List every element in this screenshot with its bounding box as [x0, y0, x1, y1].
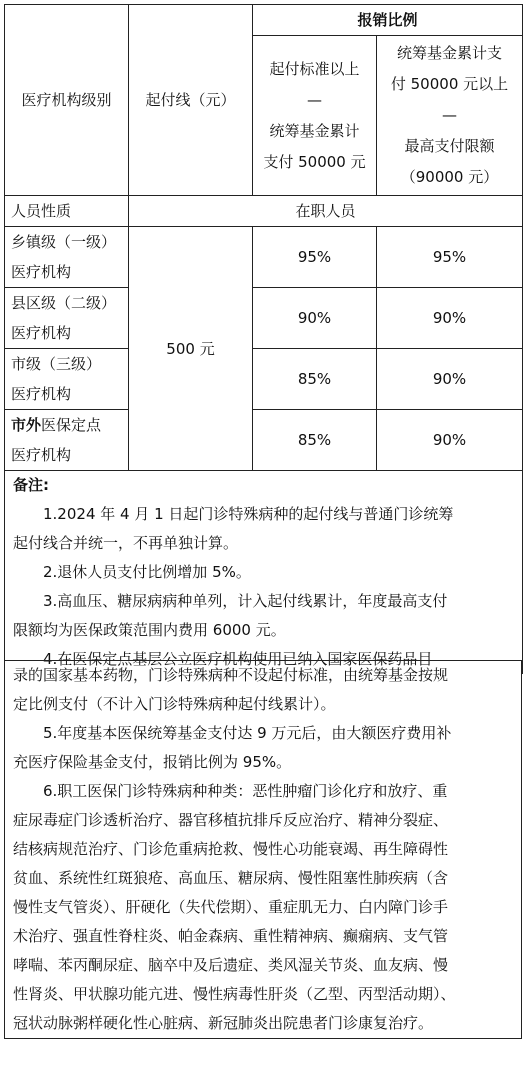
note-line: 起付线合并统一，不再单独计算。	[13, 534, 239, 552]
level-cell	[5, 349, 129, 410]
person-label	[5, 196, 129, 227]
header-ratio-text: 报销比例	[357, 11, 418, 29]
ratio1-cell	[253, 349, 377, 410]
ratio1-value: 85%	[297, 431, 332, 449]
table-row	[5, 410, 523, 471]
ratio2-cell	[377, 410, 523, 471]
ratio2-value: 95%	[432, 248, 467, 266]
header-deductible-text: 起付线（元）	[145, 91, 236, 109]
level-line: 医疗机构	[11, 324, 72, 342]
ratio1-value: 95%	[297, 248, 332, 266]
level-line: 医疗机构	[11, 263, 72, 281]
note-line: 慢性支气管炎）、肝硬化（失代偿期）、重症肌无力、白内障门诊手	[13, 898, 449, 916]
notes-continued-cell	[5, 661, 522, 1039]
note-line: 5.年度基本医保统筹基金支付达 9 万元后，由大额医疗费用补	[43, 724, 452, 742]
note-line: 3.高血压、糖尿病病种单列，计入起付线累计，年度最高支付	[43, 592, 448, 610]
note-line: 1.2024 年 4 月 1 日起门诊特殊病种的起付线与普通门诊统筹	[43, 505, 454, 523]
ratio2-cell	[377, 227, 523, 288]
table-row	[5, 227, 523, 288]
header-ratio	[253, 5, 523, 36]
ratio2-value: 90%	[432, 431, 467, 449]
ratio2-value: 90%	[432, 370, 467, 388]
header-ratio-sub1	[253, 36, 377, 196]
level-cell	[5, 288, 129, 349]
note-line: 症尿毒症门诊透析治疗、器官移植抗排斥反应治疗、精神分裂症、	[13, 811, 449, 829]
level-text: 医保定点	[41, 416, 102, 434]
notes-continued-table	[4, 660, 522, 1039]
header-deductible	[129, 5, 253, 196]
ratio-sub2-line: 付 50000 元以上	[390, 75, 509, 93]
ratio1-cell	[253, 410, 377, 471]
ratio-sub1-line: —	[307, 90, 322, 109]
level-line: 乡镇级（一级）	[11, 233, 117, 251]
note-line: 4.在医保定点基层公立医疗机构使用已纳入国家医保药品目	[43, 650, 433, 668]
table-row	[5, 288, 523, 349]
notes-title: 备注:	[13, 476, 49, 494]
person-label-text: 人员性质	[11, 202, 72, 220]
note-line: 2.退休人员支付比例增加 5%。	[43, 563, 251, 581]
ratio1-value: 90%	[297, 309, 332, 327]
note-line: 充医疗保险基金支付，报销比例为 95%。	[13, 753, 292, 771]
ratio1-cell	[253, 227, 377, 288]
ratio-sub2-line: —	[442, 106, 457, 124]
notes-cell	[5, 471, 523, 675]
reimbursement-table	[4, 4, 523, 674]
ratio2-cell	[377, 349, 523, 410]
ratio-sub2-line: 统筹基金累计支	[397, 44, 503, 62]
note-line: 术治疗、强直性脊柱炎、帕金森病、重性精神病、癫痫病、支气管	[13, 927, 449, 945]
note-line: 贫血、系统性红斑狼疮、高血压、糖尿病、慢性阻塞性肺疾病（含	[13, 869, 449, 887]
note-line: 结核病规范治疗、门诊危重病抢救、慢性心功能衰竭、再生障碍性	[13, 840, 449, 858]
level-bold-text: 市外	[11, 416, 42, 434]
level-line: 医疗机构	[11, 446, 72, 464]
ratio1-value: 85%	[297, 370, 332, 388]
ratio2-cell	[377, 288, 523, 349]
note-line: 录的国家基本药物，门诊特殊病种不设起付标准，由统筹基金按规	[13, 666, 449, 684]
table-row	[5, 349, 523, 410]
note-line: 6.职工医保门诊特殊病种种类：恶性肿瘤门诊化疗和放疗、重	[43, 782, 448, 800]
note-line: 限额均为医保政策范围内费用 6000 元。	[13, 621, 286, 639]
header-level-text: 医疗机构级别	[21, 91, 112, 109]
level-line	[11, 410, 128, 440]
note-line: 定比例支付（不计入门诊特殊病种起付线累计）。	[13, 695, 336, 713]
note-line: 冠状动脉粥样硬化性心脏病、新冠肺炎出院患者门诊康复治疗。	[13, 1014, 434, 1032]
ratio2-value: 90%	[432, 309, 467, 327]
level-line: 县区级（二级）	[11, 294, 117, 312]
notes-row	[5, 471, 523, 675]
note-line: 哮喘、苯丙酮尿症、脑卒中及后遗症、类风湿关节炎、血友病、慢	[13, 956, 449, 974]
ratio-sub2-line: （90000 元）	[400, 168, 499, 186]
ratio-sub1-line: 支付 50000 元	[263, 152, 366, 171]
level-line: 医疗机构	[11, 385, 72, 403]
note-line: 性肾炎、甲状腺功能亢进、慢性病毒性肝炎（乙型、丙型活动期）、	[13, 985, 456, 1003]
header-ratio-sub2	[377, 36, 523, 196]
person-value	[129, 196, 523, 227]
level-line: 市级（三级）	[11, 355, 102, 373]
level-cell	[5, 227, 129, 288]
level-cell	[5, 410, 129, 471]
deductible-cell	[129, 227, 253, 471]
ratio1-cell	[253, 288, 377, 349]
ratio-sub2-line: 最高支付限额	[404, 137, 495, 155]
ratio-sub1-line: 统筹基金累计	[269, 121, 360, 140]
ratio-sub1-line: 起付标准以上	[269, 59, 360, 78]
header-level	[5, 5, 129, 196]
person-value-text: 在职人员	[295, 202, 356, 220]
deductible-value: 500 元	[166, 339, 215, 358]
